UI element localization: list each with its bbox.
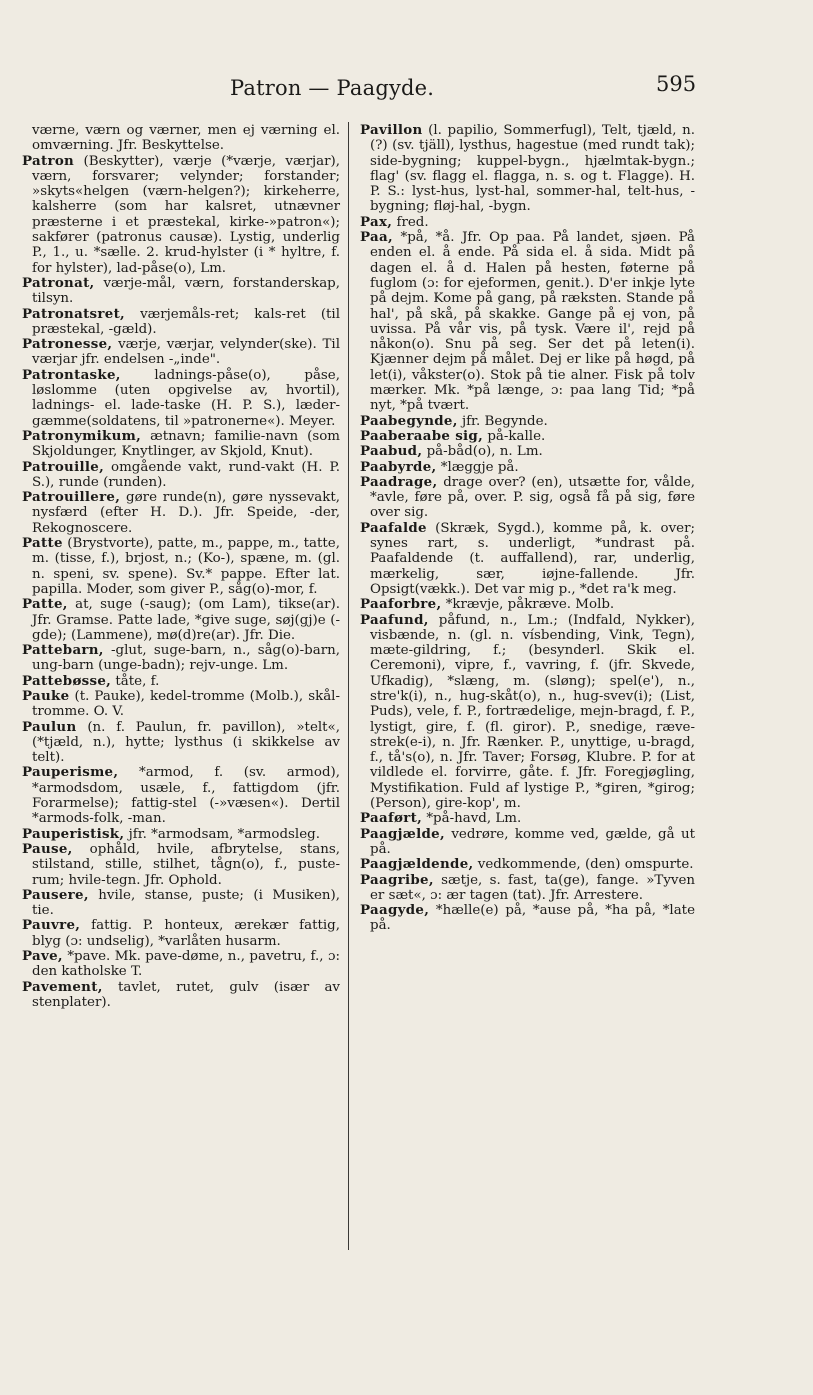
dictionary-entry: Paagyde, *hælle(e) på, *ause på, *ha på, *late på. <box>360 902 695 934</box>
dictionary-entry: Paa, *på, *å. Jfr. Op paa. På landet, sjøen. På enden el. å ende. På sida el. å sida. Midt på dagen el. å d. Halen på hesten, føterne på fuglom (ɔ: for ejeformen, genit.). D'er inkje lyte på dejm. Kome på gang, på ræksten. Stande på hal', på skå, på skakke. Gange på ej von, på uvissa. På vår vis, på tysk. Være il', rejd på nåkon(o). Snu på seg. Ser det på leten(i). Kjænner dejm på målet. Dej er like på høgd, på let(i), våkster(o). Stok på tie alner. Fisk på tolv mærker. Mk. *på længe, ɔ: paa lang Tid; *på nyt, *på tvært. <box>360 229 695 414</box>
dictionary-entry: Paafalde (Skræk, Sygd.), komme på, k. over; synes rart, s. underligt, *undrast på. Paafaldende (t. auffallend), rar, underlig, mærkelig, sær, iøjne-fallende. Jfr. Opsigt(vækk.). Det var mig p., *det ra'k meg. <box>360 519 695 597</box>
dictionary-entry: Paafund, påfund, n., Lm.; (Indfald, Nykker), visbænde, n. (gl. n. vísbending, Vink, Tegn), mæte-gildring, f.; (besynderl. Skik el. Ceremoni), vipre, f., vavring, f. (jfr. Skvede, Ufkadig), *slæng, m. (sløng); spel(e'), n., stre'k(i), n., hug-skåt(o), n., hug-svev(i); (List, Puds), vele, f. P., fortrædelige, mejn-bragd, f. P., lystigt, gire, f. (fl. giror). P., snedige, ræve-strek(e-i), n. Jfr. Rænker. P., unyttige, u-bragd, f., tå's(o), n. Jfr. Taver; Forsøg, Klubre. P. for at vildlede el. forvirre, gåte. f. Jfr. Foregjøgling, Mystifikation. Fuld af lystige P., *giren, *girog; (Person), gire-kop', m. <box>360 611 695 812</box>
dictionary-entry: Patronat, værje-mål, værn, forstanderskap, tilsyn. <box>22 274 341 307</box>
page-number: 595 <box>656 72 697 96</box>
dictionary-entry: Patronatsret, værjemåls-ret; kals-ret (til præstekal, -gæld). <box>22 305 340 337</box>
running-title: Patron — Paagyde. <box>230 76 435 100</box>
dictionary-entry: Pauperisme, *armod, f. (sv. armod), *armodsdom, usæle, f., fattigdom (jfr. Forarmelse); fattig-stel (-»væsen«). Dertil *armods-folk, -man. <box>22 764 340 827</box>
dictionary-entry: Pauke (t. Pauke), kedel-tromme (Molb.), skål-tromme. O. V. <box>22 687 340 720</box>
dictionary-entry: Pavillon (l. papilio, Sommerfugl), Telt, tjæld, n. (?) (sv. tjäll), lysthus, hagestue (med rundt tak); side-bygning; kuppel-bygn., hjælmtak-bygn.; flag' (sv. flagg el. flagga, n. s. og t. Flagge). H. P. S.: lyst-hus, lyst-hal, sommer-hal, telt-hus, -bygning; fløj-hal, -bygn. <box>360 122 695 215</box>
dictionary-entry: Paagjældende, vedkommende, (den) omspurte. <box>360 856 694 873</box>
dictionary-entry: Pattebøsse, tåte, f. <box>22 672 160 689</box>
dictionary-entry: Pax, fred. <box>360 213 429 230</box>
right-column <box>360 123 695 934</box>
dictionary-entry: Patte (Brystvorte), patte, m., pappe, m., tatte, m. (tisse, f.), brjost, n.; (Ko-), spæne, m. (gl. n. speni, sv. spene). Sv.* pappe. Efter lat. papilla. Moder, som giver P., såg(o)-mor, f. <box>22 535 340 597</box>
dictionary-entry: Patronesse, værje, værjar, velynder(ske). Til værjar jfr. endelsen -„inde". <box>22 336 341 368</box>
dictionary-entry: Patte, at, suge (-saug); (om Lam), tikse(ar). Jfr. Gramse. Patte lade, *give suge, søj(gj)e (-gde); (Lammene), mø(d)re(ar). Jfr. Die. <box>22 596 340 643</box>
dictionary-entry: Paaberaabe sig, på-kalle. <box>360 427 546 444</box>
dictionary-entry: Paabegynde, jfr. Begynde. <box>360 412 548 429</box>
dictionary-entry: værne, værn og værner, men ej værning el. omværning. Jfr. Beskyttelse. <box>32 123 340 154</box>
dictionary-entry: Paabyrde, *læggje på. <box>360 458 519 475</box>
dictionary-entry: Paagribe, sætje, s. fast, ta(ge), fange. »Tyven er sæt«, ɔ: ær tagen (tat). Jfr. Arrestere. <box>360 871 695 903</box>
column-divider <box>348 122 349 1250</box>
dictionary-entry: Patrouillere, gøre runde(n), gøre nyssevakt, nysfærd (efter H. D.). Jfr. Speide, -der, Rekognoscere. <box>22 489 340 536</box>
dictionary-entry: Paagjælde, vedrøre, komme ved, gælde, gå ut på. <box>360 825 695 857</box>
dictionary-entry: Patrouille, omgående vakt, rund-vakt (H. P. S.), runde (runden). <box>22 458 341 490</box>
dictionary-entry: Paadrage, drage over? (en), utsætte for, vålde, *avle, føre på, over. P. sig, også få på sig, føre over sig. <box>360 473 695 521</box>
dictionary-entry: Pavement, tavlet, rutet, gulv (især av stenplater). <box>22 978 340 1010</box>
left-column <box>22 123 340 1010</box>
dictionary-entry: Patrontaske, ladnings-påse(o), påse, løslomme (uten opgivelse av, hvortil), ladnings- el. lade-taske (H. P. S.), læder-gæmme(soldatens, til »patronerne«). Meyer. <box>22 366 340 429</box>
page-header <box>0 68 813 108</box>
dictionary-entry: Paaforbre, *krævje, påkræve. Molb. <box>360 596 615 613</box>
dictionary-entry: Pattebarn, -glut, suge-barn, n., såg(o)-barn, ung-barn (unge-badn); rejv-unge. Lm. <box>22 642 340 674</box>
dictionary-entry: Pausere, hvile, stanse, puste; (i Musiken), tie. <box>22 886 340 919</box>
dictionary-entry: Patronymikum, ætnavn; familie-navn (som Skjoldunger, Knytlinger, av Skjold, Knut). <box>22 427 341 460</box>
dictionary-entry: Pauvre, fattig. P. honteux, ærekær fattig, blyg (ɔ: undselig), *varlåten husarm. <box>22 917 340 949</box>
dictionary-entry: Paulun (n. f. Paulun, fr. pavillon), »telt«, (*tjæld, n.), hytte; lysthus (i skikkelse av telt). <box>22 718 340 766</box>
dictionary-entry: Patron (Beskytter), værje (*værje, værjar), værn, forsvarer; velynder; forstander; »skyts«helgen (værn-helgen?); kirkeherre, kalsherre (som har kalsret, utnævner præsterne i et præstekal, kirke-»patron«); sakfører (patronus causæ). Lystig, underlig P., 1., u. *sælle. 2. krud-hylster (i * hyltre, f. for hylster), lad-påse(o), Lm. <box>22 152 340 276</box>
dictionary-entry: Pave, *pave. Mk. pave-døme, n., pavetru, f., ɔ: den katholske T. <box>22 948 340 980</box>
dictionary-entry: Paaført, *på-havd, Lm. <box>360 810 522 827</box>
dictionary-entry: Paabud, på-båd(o), n. Lm. <box>360 443 543 460</box>
dictionary-entry: Pauperistisk, jfr. *armodsam, *armodsleg. <box>22 825 320 842</box>
dictionary-entry: Pause, ophåld, hvile, afbrytelse, stans, stilstand, stille, stilhet, tågn(o), f., puste-rum; hvile-tegn. Jfr. Ophold. <box>22 840 340 888</box>
